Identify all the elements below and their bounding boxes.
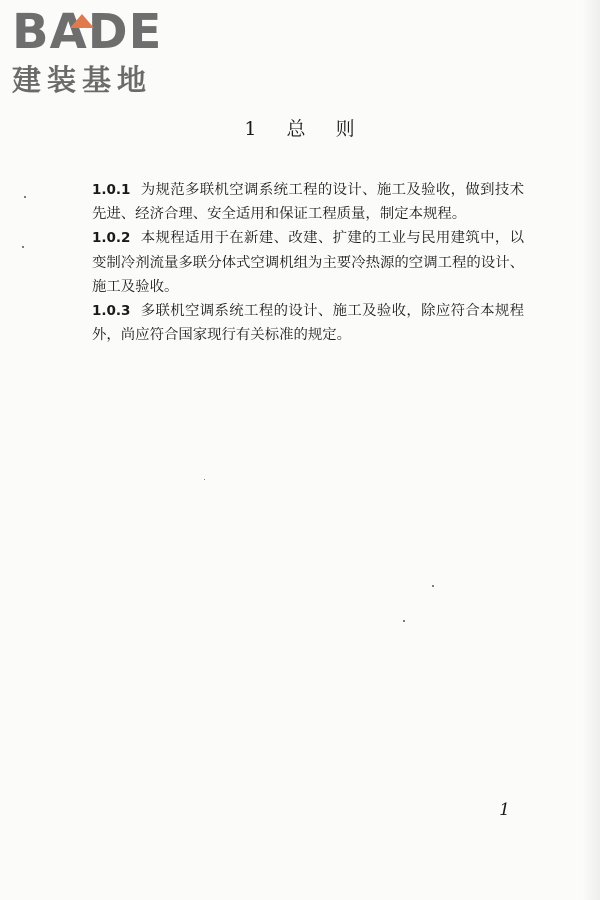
watermark-subtitle: 建装基地: [12, 63, 153, 97]
scan-speck: [432, 585, 434, 587]
watermark-brand: BADE: [12, 4, 163, 60]
scan-speck: [403, 620, 405, 622]
clause-text: 为规范多联机空调系统工程的设计、施工及验收，做到技术先进、经济合理、安全适用和保证工程质量，制定本规程。: [92, 182, 524, 223]
chapter-title: 1 总 则: [244, 118, 356, 140]
scan-speck: [204, 479, 205, 480]
clause-1-0-2: [92, 226, 524, 299]
page-number: 1: [499, 800, 510, 820]
clause-1-0-3: [92, 299, 524, 347]
clause-1-0-1: [92, 178, 524, 226]
clause-number: 1.0.2: [92, 230, 131, 247]
clauses-body: [92, 178, 524, 347]
logo-accent-shape: [70, 14, 94, 28]
clause-number: 1.0.1: [92, 182, 131, 198]
clause-text: 多联机空调系统工程的设计、施工及验收，除应符合本规程外，尚应符合国家现行有关标准的规定。: [92, 303, 524, 344]
clause-text: 本规程适用于在新建、改建、扩建的工业与民用建筑中，以变制冷剂流量多联分体式空调机组为主要冷热源的空调工程的设计、施工及验收。: [92, 230, 524, 295]
scan-speck: [22, 246, 24, 248]
clause-number: 1.0.3: [92, 303, 131, 320]
watermark-logo: [6, 4, 178, 102]
page-edge-shadow: [582, 0, 600, 900]
scan-speck: [24, 196, 26, 198]
